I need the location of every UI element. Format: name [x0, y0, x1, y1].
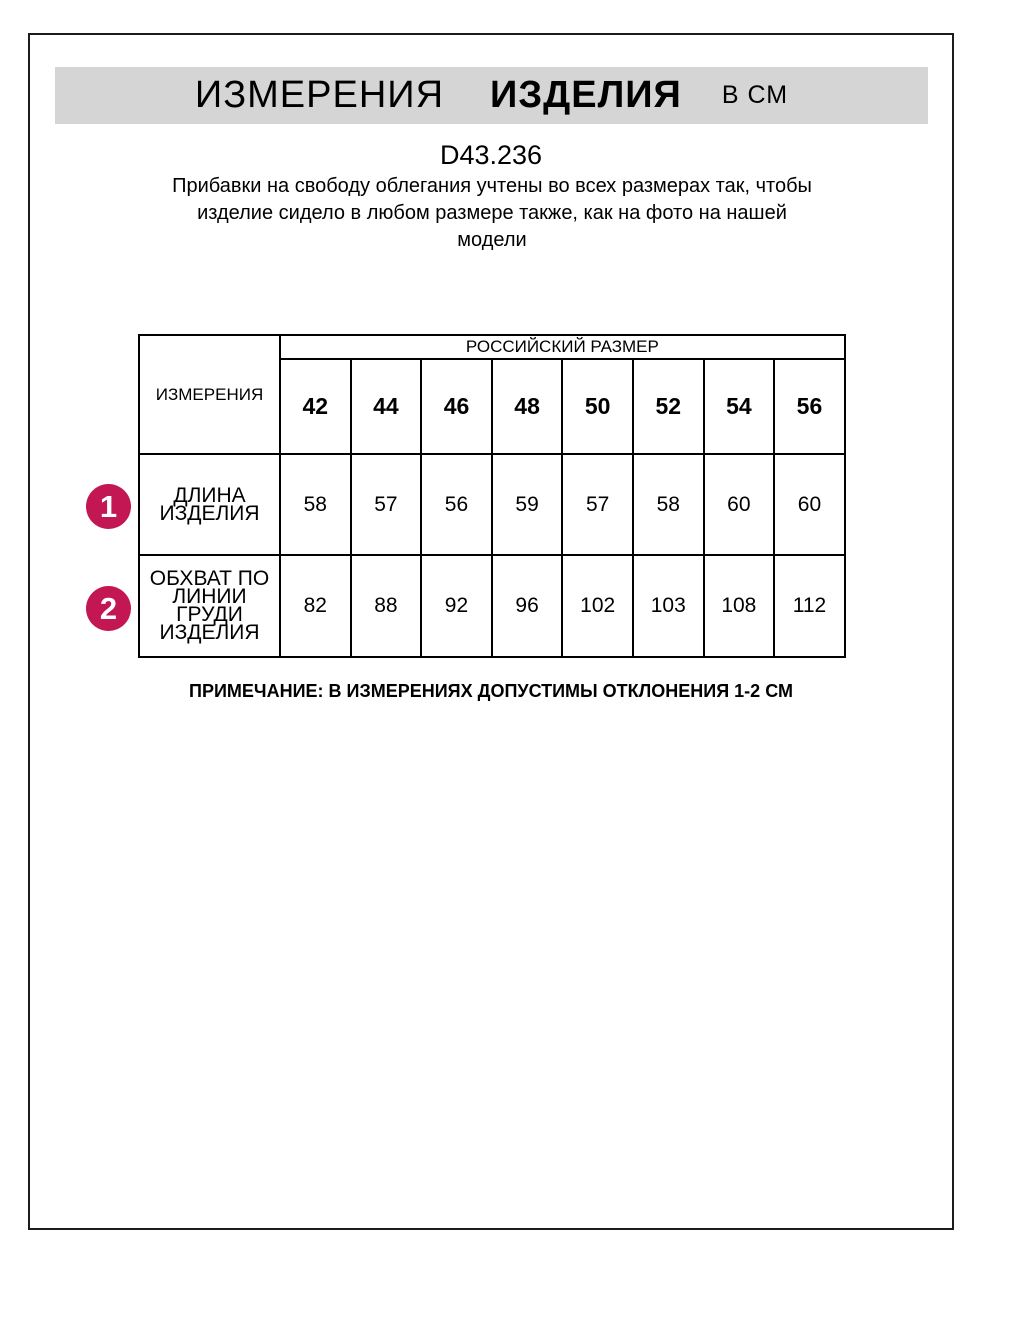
title-unit: В СМ: [721, 81, 789, 109]
value-cell: 57: [351, 454, 422, 555]
value-cell: 82: [280, 555, 351, 657]
size-cell: 56: [774, 359, 845, 454]
size-table: [138, 334, 846, 658]
size-cell: 42: [280, 359, 351, 454]
value-cell: 102: [562, 555, 633, 657]
title-word-measurements: ИЗМЕРЕНИЯ: [194, 74, 445, 116]
size-cell: 52: [633, 359, 704, 454]
table-row-length: [139, 454, 845, 555]
description-line-1: Прибавки на свободу облегания учтены во всех размерах так, чтобы: [172, 175, 812, 197]
row-label-chest: ОБХВАТ ПО ЛИНИИ ГРУДИ ИЗДЕЛИЯ: [139, 555, 280, 657]
value-cell: 59: [492, 454, 563, 555]
value-cell: 103: [633, 555, 704, 657]
table-row-chest: [139, 555, 845, 657]
fit-description: [132, 173, 852, 254]
value-cell: 92: [421, 555, 492, 657]
size-cell: 54: [704, 359, 775, 454]
value-cell: 60: [774, 454, 845, 555]
size-cell: 46: [421, 359, 492, 454]
value-cell: 57: [562, 454, 633, 555]
description-line-3: модели: [457, 229, 527, 251]
value-cell: 56: [421, 454, 492, 555]
value-cell: 58: [280, 454, 351, 555]
size-group-header-row: [139, 335, 845, 359]
row-number-badge-2: 2: [86, 586, 131, 631]
measurements-column-header: ИЗМЕРЕНИЯ: [139, 335, 280, 454]
size-cell: 44: [351, 359, 422, 454]
description-line-2: изделие сидело в любом размере также, как на фото на нашей: [197, 202, 787, 224]
russian-size-header: РОССИЙСКИЙ РАЗМЕР: [280, 335, 845, 359]
value-cell: 88: [351, 555, 422, 657]
value-cell: 112: [774, 555, 845, 657]
value-cell: 58: [633, 454, 704, 555]
value-cell: 60: [704, 454, 775, 555]
title-word-product: ИЗДЕЛИЯ: [490, 74, 682, 116]
size-cell: 50: [562, 359, 633, 454]
row-number-badge-1: 1: [86, 484, 131, 529]
value-cell: 96: [492, 555, 563, 657]
size-cell: 48: [492, 359, 563, 454]
product-code: D43.236: [439, 140, 543, 170]
tolerance-note: ПРИМЕЧАНИЕ: В ИЗМЕРЕНИЯХ ДОПУСТИМЫ ОТКЛОНЕНИЯ 1-2 СМ: [189, 681, 793, 701]
row-label-length: ДЛИНА ИЗДЕЛИЯ: [139, 454, 280, 555]
title-bar: [55, 67, 928, 124]
value-cell: 108: [704, 555, 775, 657]
